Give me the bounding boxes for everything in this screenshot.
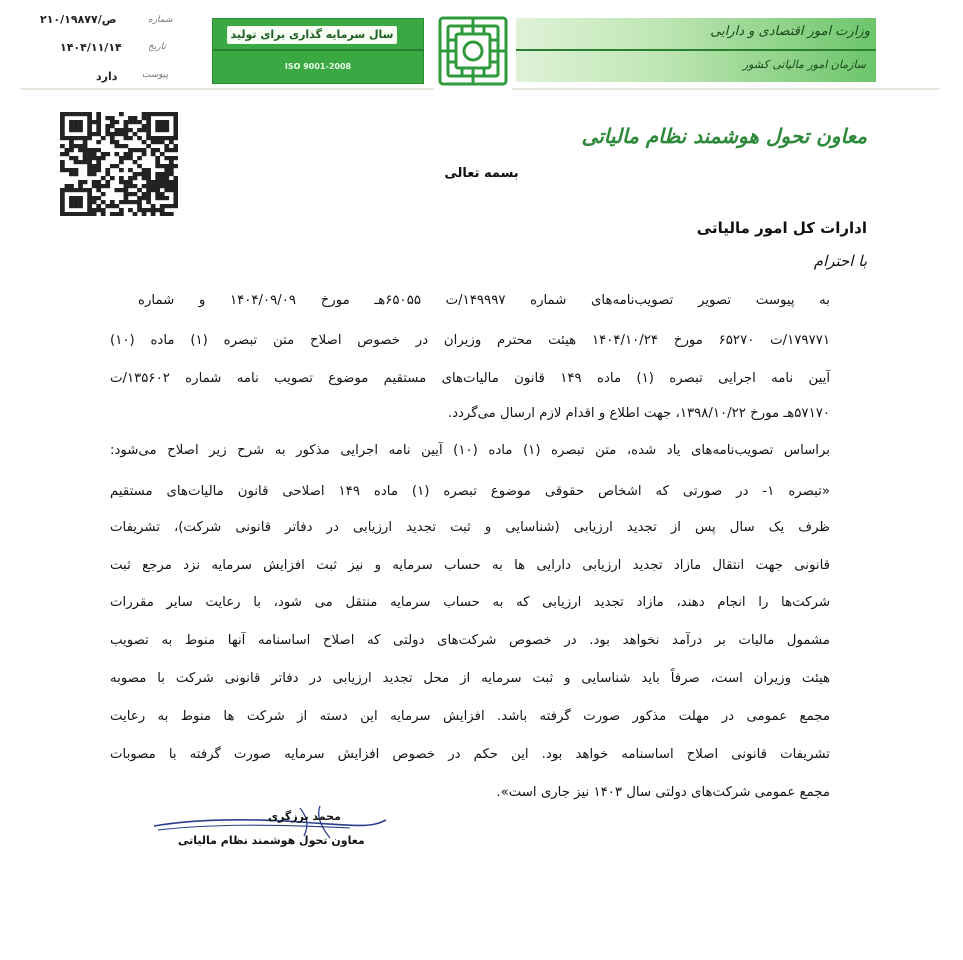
signer-title: معاون تحول هوشمند نظام مالیاتی [178, 834, 365, 847]
banner-stripe [213, 49, 423, 51]
signer-name: محمد برزگری [268, 810, 341, 823]
recipient: ادارات کل امور مالیاتی [696, 219, 867, 237]
iso-label: ISO 9001-2008 [284, 62, 352, 71]
body-line: ۵۷۱۷۰هـ مورخ ۱۳۹۸/۱۰/۲۲، جهت اطلاع و اقدام لازم ارسال می‌گردد. [447, 406, 830, 421]
body-line: مجمع عمومی در مهلت مذکور صورت گرفته باشد. افزایش سرمایه این دسته از شرکت ها منوط به رعایت [110, 709, 830, 724]
body-line: براساس تصویب‌نامه‌های یاد شده، متن تبصره (۱) ماده (۱۰) آیین نامه اجرایی مذکور به شرح زیر اصلاح می‌شود: [110, 443, 831, 458]
basmala: بسمه تعالی [444, 166, 519, 181]
letter-date: ۱۴۰۴/۱۱/۱۴ [60, 41, 122, 54]
letter-attachment-label: پیوست [142, 70, 169, 80]
salutation: با احترام [813, 252, 867, 270]
body-line: مجمع عمومی شرکت‌های دولتی سال ۱۴۰۳ نیز جاری است». [496, 785, 830, 800]
body-line: مشمول مالیات بر درآمد نخواهد بود. در خصوص شرکت‌های دولتی که اصلاح اساسنامه آنها منوط به تصویب [110, 633, 830, 648]
banner-stripe-right [516, 49, 876, 51]
body-line: ظرف یک سال پس از تجدید ارزیابی (شناسایی و ثبت تجدید ارزیابی در دفاتر قانونی شرکت)، تشریفات [110, 520, 830, 535]
body-line: آیین نامه اجرایی تبصره (۱) ماده ۱۴۹ قانون مالیات‌های مستقیم موضوع تصویب نامه شماره ۱۳۵۶۰۲/ت [110, 371, 831, 386]
body-line: تشریفات قانونی اصلاح اساسنامه خواهد بود. این حکم در خصوص افزایش سرمایه صورت گرفته با مصوبات [110, 747, 830, 762]
slogan-text: سال سرمایه گذاری برای تولید [227, 26, 397, 44]
organization-name: سازمان امور مالیاتی کشور [742, 58, 866, 71]
tax-organization-emblem-icon [434, 12, 512, 90]
slogan-banner [212, 18, 424, 84]
body-line: به پیوست تصویر تصویب‌نامه‌های شماره ۱۴۹۹۹۷/ت ۶۵۰۵۵هـ مورخ ۱۴۰۴/۰۹/۰۹ و شماره [138, 293, 831, 308]
letter-date-label: تاریخ [148, 42, 166, 52]
body-line: ۱۷۹۷۷۱/ت ۶۵۲۷۰ مورخ ۱۴۰۴/۱۰/۲۴ هیئت محترم وزیران در خصوص اصلاح متن تبصره (۱) ماده (۱۰) [110, 333, 830, 348]
letter-number-label: شماره [148, 15, 173, 25]
ministry-name: وزارت امور اقتصادی و دارایی [710, 24, 870, 39]
body-line: «تبصره ۱- در صورتی که اشخاص حقوقی موضوع تبصره (۱) ماده ۱۴۹ اصلاحی قانون مالیات‌های مستقیم [110, 484, 830, 499]
body-line: قانونی جهت انتقال مازاد تجدید ارزیابی دارایی ها به حساب سرمایه و نیز ثبت افزایش سرمایه نزد مرجع ثبت [110, 558, 830, 573]
qr-code-icon [60, 112, 178, 216]
body-line: هیئت وزیران است، صرفاً باید شناسایی و ثبت سرمایه از محل تجدید ارزیابی در دفاتر قانونی شرکت با مصوبه [110, 671, 830, 686]
ministry-banner [516, 18, 876, 82]
deputy-title: معاون تحول هوشمند نظام مالیاتی [581, 124, 867, 148]
letter-attachment: دارد [96, 70, 118, 83]
letter-number: ۲۱۰/۱۹۸۷۷/ص [40, 13, 117, 26]
body-line: شرکت‌ها را انجام دهند، مازاد تجدید ارزیابی که به حساب سرمایه منتقل می شود، با رعایت سایر مقررات [110, 595, 830, 610]
